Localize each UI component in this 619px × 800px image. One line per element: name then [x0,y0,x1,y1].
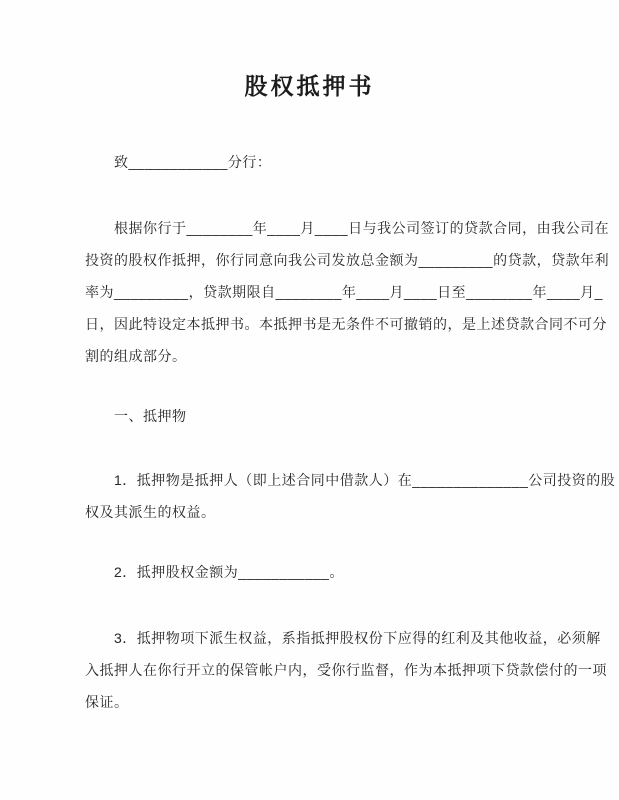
text-line: 投资的股权作抵押，你行同意向我公司发放总金额为_________的贷款，贷款年利 [85,252,610,268]
salutation-line: 致____________分行： [114,154,272,170]
text-line: 保证。 [85,694,129,710]
salutation-block [85,146,585,178]
text-line: 割的组成部分。 [85,348,187,364]
intro-paragraph [85,212,610,372]
section-1-heading-block [85,400,585,432]
section-1-item-2 [85,556,585,588]
text-line: 权及其派生的权益。 [85,504,216,520]
section-1-item-1 [85,464,616,528]
text-line: 根据你行于________年____月____日与我公司签订的贷款合同，由我公司在 [114,220,610,236]
text-line: 入抵押人在你行开立的保管帐户内，受你行监督，作为本抵押项下贷款偿付的一项 [85,662,607,678]
document-title: 股权抵押书 [244,73,375,99]
text-line: 1．抵押物是抵押人（即上述合同中借款人）在______________公司投资的股 [114,472,616,488]
text-line: 率为_________，贷款期限自________年____月____日至________年____月_ [85,284,603,300]
text-line: 2．抵押股权金额为___________。 [114,564,344,580]
text-line: 日，因此特设定本抵押书。本抵押书是无条件不可撤销的，是上述贷款合同不可分 [85,316,607,332]
section-1-item-3 [85,622,607,718]
text-line: 3．抵押物项下派生权益，系指抵押股权份下应得的红利及其他收益，必须解 [114,630,601,646]
section-1-heading: 一、抵押物 [114,408,187,424]
